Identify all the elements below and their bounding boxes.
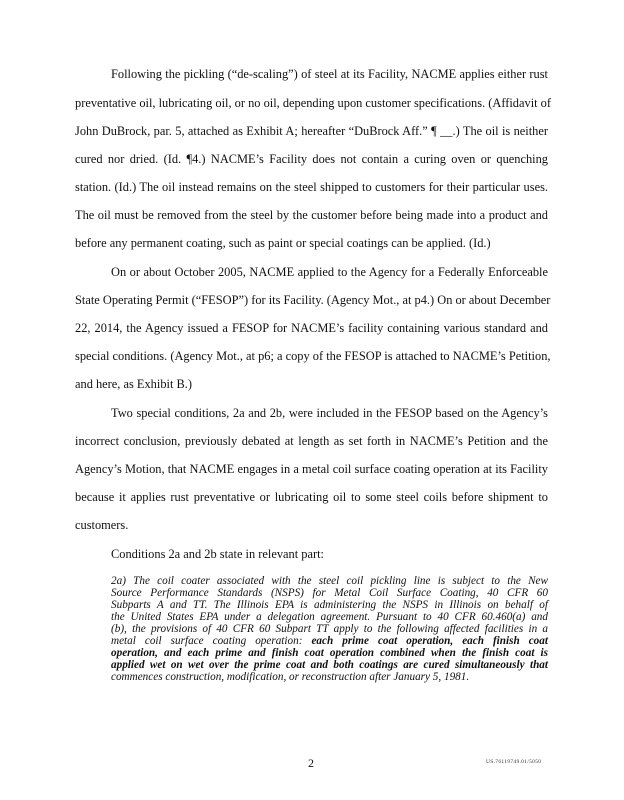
- paragraph-line: Two special conditions, 2a and 2b, were included in the FESOP based on the Agency’s: [111, 406, 548, 420]
- paragraph-line: special conditions. (Agency Mot., at p6; a copy of the FESOP is attached to NACME’s Petition,: [75, 349, 551, 363]
- quote-italic-text: metal coil surface coating operation:: [111, 635, 312, 647]
- paragraph-line: because it applies rust preventative or lubricating oil to some steel coils before shipment to: [75, 490, 548, 504]
- quote-line: Source Performance Standards (NSPS) for Metal Coil Surface Coating, 40 CFR 60: [111, 587, 548, 599]
- quote-line: [111, 635, 548, 647]
- paragraph-line: The oil must be removed from the steel by the customer before being made into a product and: [75, 208, 548, 222]
- paragraph-line: Agency’s Motion, that NACME engages in a metal coil surface coating operation at its Facility: [75, 462, 548, 476]
- document-id: US.76119749.01/5050: [486, 759, 542, 765]
- paragraph-line: customers.: [75, 518, 129, 532]
- quote-bold-text: each prime coat operation, each finish coat: [311, 635, 548, 647]
- page-number: 2: [308, 756, 314, 770]
- paragraph-line: 22, 2014, the Agency issued a FESOP for NACME’s facility containing various standard and: [75, 321, 548, 335]
- quote-line: the United States EPA under a delegation agreement. Pursuant to 40 CFR 60.460(a) and: [111, 611, 548, 623]
- paragraph-line: station. (Id.) The oil instead remains on the steel shipped to customers for their particular uses.: [75, 180, 548, 194]
- quote-line: Subparts A and TT. The Illinois EPA is administering the NSPS in Illinois on behalf of: [111, 599, 548, 611]
- paragraph-line: John DuBrock, par. 5, attached as Exhibit A; hereafter “DuBrock Aff.” ¶ __.) The oil is neither: [75, 124, 548, 138]
- quote-line: applied wet on wet over the prime coat and both coatings are cured simultaneously that: [111, 659, 548, 671]
- paragraph-line: cured nor dried. (Id. ¶4.) NACME’s Facility does not contain a curing oven or quenching: [75, 152, 548, 166]
- paragraph-line: State Operating Permit (“FESOP”) for its Facility. (Agency Mot., at p4.) On or about December: [75, 293, 551, 307]
- paragraph-line: incorrect conclusion, previously debated at length as set forth in NACME’s Petition and the: [75, 434, 548, 448]
- quote-line: 2a) The coil coater associated with the steel coil pickling line is subject to the New: [111, 575, 548, 587]
- quote-line: commences construction, modification, or reconstruction after January 5, 1981.: [111, 671, 470, 683]
- paragraph-line: On or about October 2005, NACME applied to the Agency for a Federally Enforceable: [111, 265, 548, 279]
- quote-line: operation, and each prime and finish coat operation combined when the finish coat is: [111, 647, 548, 659]
- paragraph-line: Following the pickling (“de-scaling”) of steel at its Facility, NACME applies either rust: [111, 67, 548, 81]
- quote-line: (b), the provisions of 40 CFR 60 Subpart TT apply to the following affected facilities in a: [111, 623, 548, 635]
- paragraph-line: and here, as Exhibit B.): [75, 377, 192, 391]
- paragraph-line: Conditions 2a and 2b state in relevant part:: [111, 547, 325, 561]
- paragraph-line: preventative oil, lubricating oil, or no oil, depending upon customer specifications. (Affidavit of: [75, 96, 552, 110]
- paragraph-line: before any permanent coating, such as paint or special coatings can be applied. (Id.): [75, 236, 491, 250]
